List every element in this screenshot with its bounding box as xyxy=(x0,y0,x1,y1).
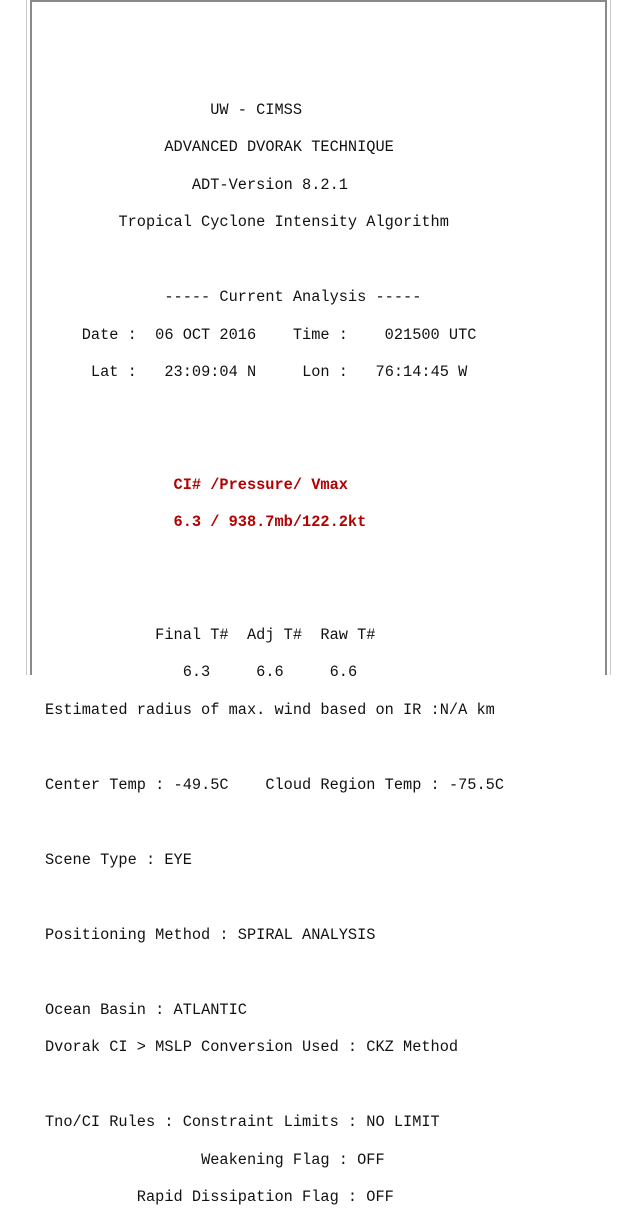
lon-label: Lon : xyxy=(302,363,348,382)
positioning-label: Positioning Method : xyxy=(45,925,229,944)
version: ADT-Version 8.2.1 xyxy=(191,175,348,194)
time-label: Time : xyxy=(292,325,348,344)
blank-line xyxy=(45,551,504,570)
analysis-title-line xyxy=(45,288,504,307)
blank-line xyxy=(45,1076,504,1095)
cloud-temp-label: Cloud Region Temp : xyxy=(265,775,440,794)
final-t-label: Final T# xyxy=(155,625,229,644)
center-temp-value: -49.5C xyxy=(173,775,229,794)
basin-value: ATLANTIC xyxy=(173,1000,247,1019)
org-name: UW - CIMSS xyxy=(210,100,303,119)
raw-t-value: 6.6 xyxy=(329,663,358,682)
blank-line xyxy=(45,438,504,457)
lat-lon-line xyxy=(45,363,504,382)
adj-t-value: 6.6 xyxy=(256,663,284,682)
scene-label: Scene Type : xyxy=(45,850,156,869)
adj-t-label: Adj T# xyxy=(246,625,303,644)
lat-value: 23:09:04 N xyxy=(164,363,257,382)
constraint-line xyxy=(45,1113,504,1132)
ci-values-line xyxy=(45,513,504,532)
radius-line xyxy=(45,701,504,720)
blank-line xyxy=(45,588,504,607)
blank-line xyxy=(45,401,504,420)
time-value: 021500 UTC xyxy=(384,325,477,344)
weakening-label: Weakening Flag : xyxy=(201,1150,348,1169)
ci-header-line xyxy=(45,476,504,495)
scene-value: EYE xyxy=(164,850,192,869)
tnum-labels-line xyxy=(45,626,504,645)
constraint-label: Tno/CI Rules : Constraint Limits : xyxy=(45,1113,358,1132)
date-value: 06 OCT 2016 xyxy=(155,325,257,344)
conversion-line xyxy=(45,1038,504,1057)
lat-label: Lat : xyxy=(90,363,137,382)
center-temp-label: Center Temp : xyxy=(45,775,165,794)
scene-line xyxy=(45,851,504,870)
ci-header: CI# /Pressure/ Vmax xyxy=(173,475,348,494)
algorithm-line xyxy=(45,213,504,232)
raw-t-label: Raw T# xyxy=(320,625,376,644)
basin-label: Ocean Basin : xyxy=(45,1000,165,1019)
conversion-label: Dvorak CI > MSLP Conversion Used : xyxy=(45,1038,358,1057)
technique-name: ADVANCED DVORAK TECHNIQUE xyxy=(164,138,394,157)
date-label: Date : xyxy=(81,325,137,344)
blank-line xyxy=(45,963,504,982)
analysis-title: ----- Current Analysis ----- xyxy=(164,288,422,307)
radius-text: Estimated radius of max. wind based on IR :N/A km xyxy=(45,700,495,719)
conversion-value: CKZ Method xyxy=(366,1038,459,1057)
constraint-value: NO LIMIT xyxy=(366,1113,440,1132)
lon-value: 76:14:45 W xyxy=(375,363,468,382)
rapid-value: OFF xyxy=(366,1188,394,1207)
blank-line xyxy=(45,888,504,907)
adt-report xyxy=(45,82,504,1226)
final-t-value: 6.3 xyxy=(182,663,211,682)
positioning-line xyxy=(45,926,504,945)
blank-line xyxy=(45,251,504,270)
positioning-value: SPIRAL ANALYSIS xyxy=(237,925,376,944)
blank-line xyxy=(45,813,504,832)
blank-line xyxy=(45,738,504,757)
algorithm-name: Tropical Cyclone Intensity Algorithm xyxy=(118,213,449,232)
temps-line xyxy=(45,776,504,795)
tnum-values-line xyxy=(45,663,504,682)
org-line xyxy=(45,101,504,120)
cloud-temp-value: -75.5C xyxy=(448,775,505,794)
ci-values: 6.3 / 938.7mb/122.2kt xyxy=(173,513,367,532)
basin-line xyxy=(45,1001,504,1020)
weakening-line xyxy=(45,1151,504,1170)
version-line xyxy=(45,176,504,195)
date-time-line xyxy=(45,326,504,345)
technique-line xyxy=(45,138,504,157)
rapid-line xyxy=(45,1188,504,1207)
rapid-label: Rapid Dissipation Flag : xyxy=(136,1188,358,1207)
weakening-value: OFF xyxy=(357,1150,385,1169)
